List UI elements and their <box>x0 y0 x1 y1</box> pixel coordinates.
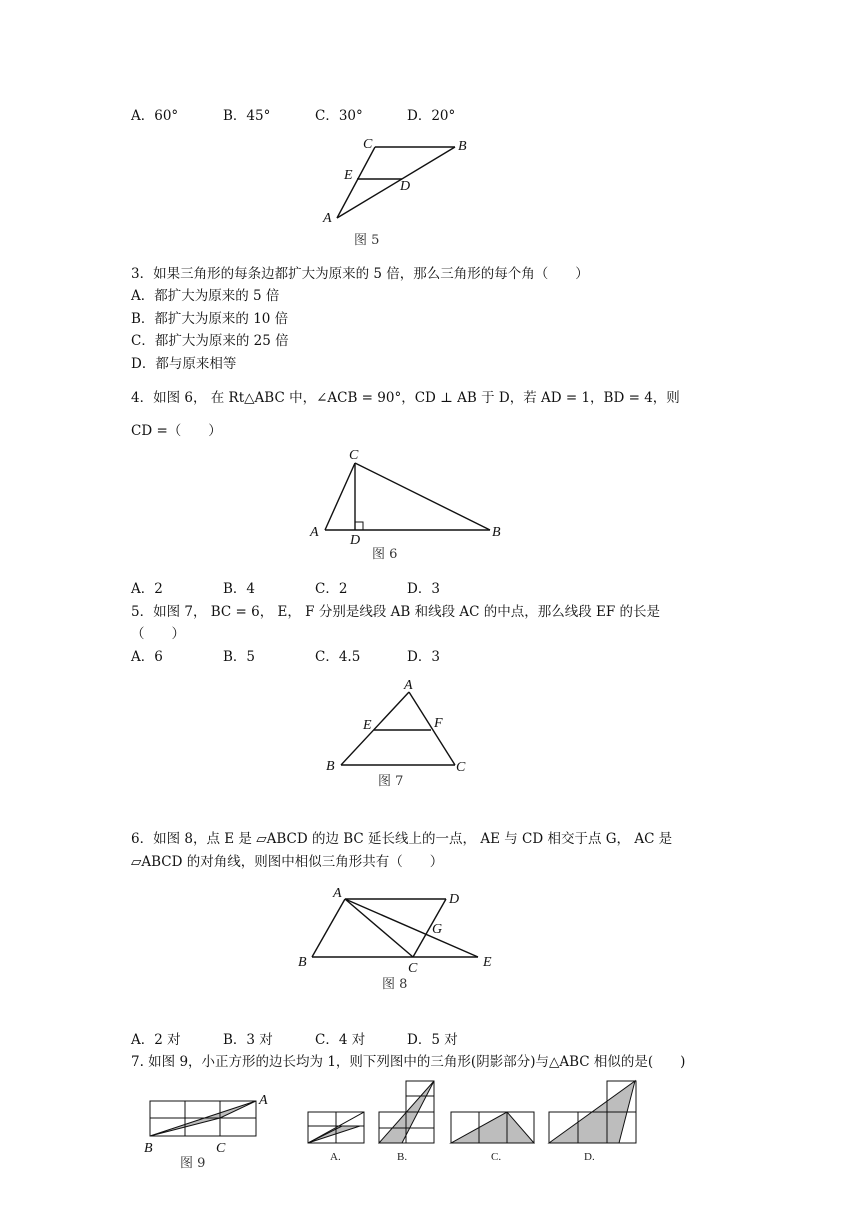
fig6-label-d: D <box>350 533 361 548</box>
fig5-label-e: E <box>344 168 353 183</box>
fig5-caption: 图 5 <box>354 233 380 248</box>
fig9-caption: 图 9 <box>180 1156 206 1171</box>
fig5-label-b: B <box>458 139 467 154</box>
fig5-label-d: D <box>400 179 411 194</box>
q4-options <box>131 580 440 598</box>
q6-stem-line2: ▱ABCD 的对角线，则图中相似三角形共有（ ） <box>131 854 444 870</box>
choice-d-label: D. <box>584 1151 595 1163</box>
fig7-label-c: C <box>456 760 466 775</box>
choice-a-label: A. <box>330 1151 341 1163</box>
q2-option-d[interactable]: D．20° <box>407 108 456 124</box>
fig9-label-b: B <box>144 1141 153 1156</box>
fig7-label-f: F <box>434 716 443 731</box>
q5-option-d[interactable]: D．3 <box>407 649 440 665</box>
fig8-label-d: D <box>449 892 460 907</box>
q6-option-c[interactable]: C．4 对 <box>315 1032 366 1048</box>
q7-stem: 7. 如图 9，小正方形的边长均为 1，则下列图中的三角形(阴影部分)与△ABC 相似的是( ) <box>131 1054 686 1070</box>
q6-option-d[interactable]: D．5 对 <box>407 1032 458 1048</box>
q3-option-d[interactable]: D．都与原来相等 <box>131 356 237 372</box>
q6-option-b[interactable]: B．3 对 <box>223 1032 273 1048</box>
fig7-label-e: E <box>363 718 372 733</box>
fig6-label-c: C <box>349 448 359 463</box>
q3-option-a[interactable]: A．都扩大为原来的 5 倍 <box>131 288 280 304</box>
q5-option-b[interactable]: B．5 <box>223 649 256 665</box>
fig8-label-g: G <box>432 922 443 937</box>
choice-c-label: C. <box>491 1151 502 1163</box>
choice-b-label: B. <box>397 1151 408 1163</box>
fig8-caption: 图 8 <box>382 977 408 992</box>
q6-stem-line1: 6．如图 8，点 E 是 ▱ABCD 的边 BC 延长线上的一点， AE 与 CD 相交于点 G， AC 是 <box>131 831 673 847</box>
fig7-caption: 图 7 <box>378 774 404 789</box>
q2-options <box>131 107 455 125</box>
q5-option-a[interactable]: A．6 <box>131 649 163 665</box>
fig6-caption: 图 6 <box>372 547 398 562</box>
q4-option-c[interactable]: C．2 <box>315 581 348 597</box>
fig7-label-b: B <box>326 759 335 774</box>
fig6-label-a: A <box>310 525 319 540</box>
fig5-label-c: C <box>363 137 373 152</box>
fig9-label-a: A <box>259 1093 268 1108</box>
q4-option-a[interactable]: A．2 <box>131 581 163 597</box>
fig8-label-a: A <box>333 886 342 901</box>
q4-stem-line1: 4．如图 6， 在 Rt△ABC 中，∠ACB = 90°，CD ⊥ AB 于 D，若 AD = 1，BD = 4，则 <box>131 390 680 406</box>
q2-option-b[interactable]: B．45° <box>223 108 271 124</box>
fig6-label-b: B <box>492 525 501 540</box>
q3-option-b[interactable]: B．都扩大为原来的 10 倍 <box>131 311 289 327</box>
fig7-label-a: A <box>404 678 413 693</box>
q3-option-c[interactable]: C．都扩大为原来的 25 倍 <box>131 333 289 349</box>
fig8-label-c: C <box>408 961 418 976</box>
fig8-label-b: B <box>298 955 307 970</box>
q6-options <box>131 1031 458 1049</box>
q3-stem: 3．如果三角形的每条边都扩大为原来的 5 倍，那么三角形的每个角（ ） <box>131 266 589 282</box>
q4-stem-line2: CD =（ ） <box>131 423 222 439</box>
fig8-label-e: E <box>483 955 492 970</box>
q4-option-b[interactable]: B．4 <box>223 581 256 597</box>
fig5-label-a: A <box>323 211 332 226</box>
q5-options <box>131 648 440 666</box>
q6-option-a[interactable]: A．2 对 <box>131 1032 181 1048</box>
q5-option-c[interactable]: C．4.5 <box>315 649 361 665</box>
q2-option-a[interactable]: A．60° <box>131 108 179 124</box>
q5-stem-line1: 5．如图 7， BC = 6， E， F 分别是线段 AB 和线段 AC 的中点，那么线段 EF 的长是 <box>131 604 661 620</box>
q2-option-c[interactable]: C．30° <box>315 108 363 124</box>
q4-option-d[interactable]: D．3 <box>407 581 440 597</box>
q5-stem-line2: （ ） <box>131 626 185 642</box>
fig9-label-c: C <box>216 1141 226 1156</box>
